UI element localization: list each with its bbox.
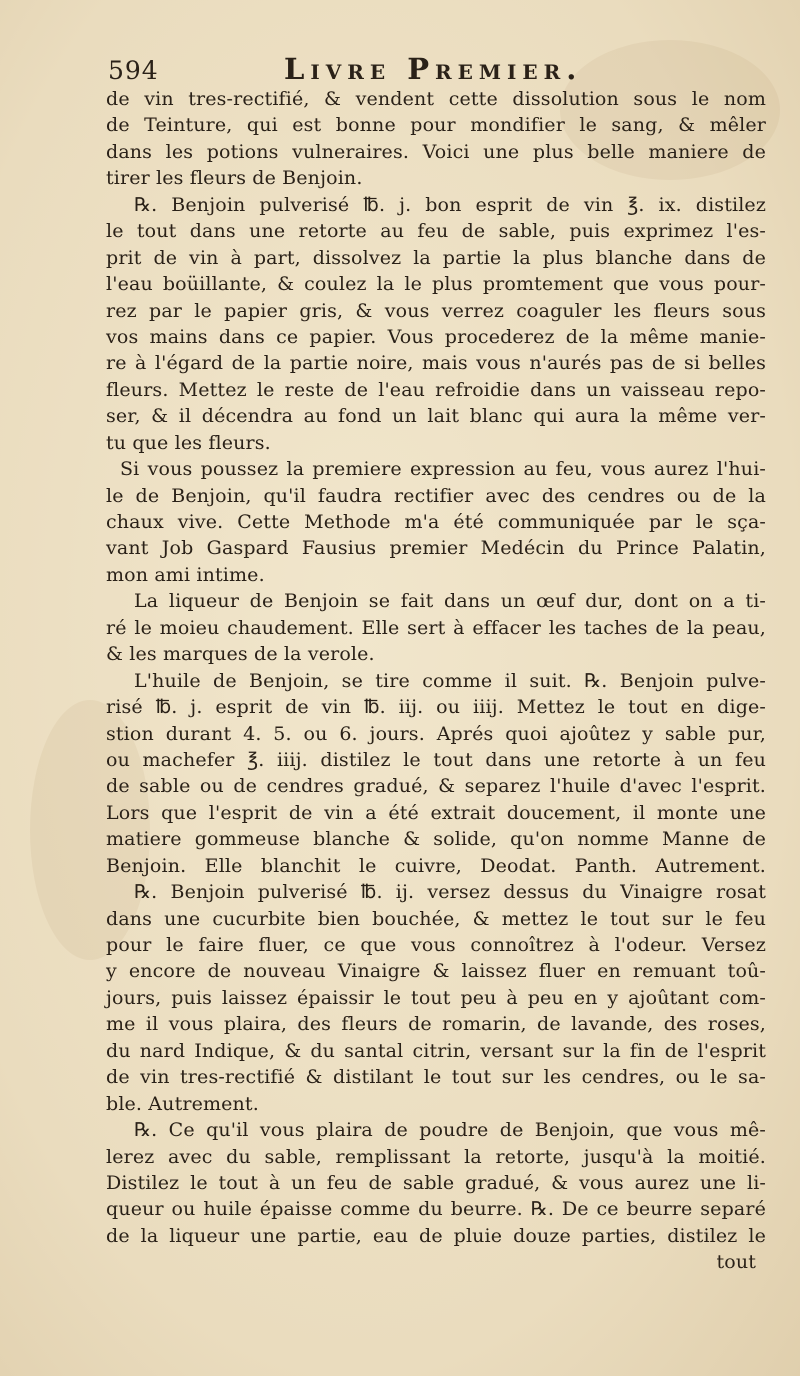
text-line: le tout dans une retorte au feu de sable, puis exprimez l'es- — [106, 220, 766, 243]
text-line: stion durant 4. 5. ou 6. jours. Aprés quoi ajoûtez y sable pur, — [106, 722, 766, 745]
text-line: risé ℔. j. esprit de vin ℔. iij. ou iiij. Mettez le tout en dige- — [106, 696, 766, 719]
text-line: lerez avec du sable, remplissant la retorte, jusqu'à la moitié. — [106, 1145, 766, 1168]
text-line: ou machefer ℥. iiij. distilez le tout dans une retorte à un feu — [106, 748, 766, 771]
text-line: mon ami intime. — [106, 563, 265, 586]
text-line: y encore de nouveau Vinaigre & laissez fluer en remuant toû- — [106, 960, 766, 983]
text-line: prit de vin à part, dissolvez la partie la plus blanche dans de — [106, 246, 766, 269]
text-line: Benjoin. Elle blanchit le cuivre, Deodat. Panth. Autrement. — [106, 854, 766, 877]
text-line: queur ou huile épaisse comme du beurre. ℞. De ce beurre separé — [106, 1198, 766, 1221]
text-line: pour le faire fluer, ce que vous connoîtrez à l'odeur. Versez — [106, 934, 766, 956]
running-title: Livre Premier. — [284, 52, 583, 86]
text-line: vos mains dans ce papier. Vous procederez de la même manie- — [106, 325, 766, 348]
text-line: rez par le papier gris, & vous verrez coaguler les fleurs sous — [106, 299, 766, 322]
text-line: ℞. Benjoin pulverisé ℔. ij. versez dessus du Vinaigre rosat — [134, 881, 766, 904]
text-line: dans une cucurbite bien bouchée, & mettez le tout sur le feu — [106, 907, 766, 930]
text-line: ℞. Benjoin pulverisé ℔. j. bon esprit de vin ℥. ix. distilez — [134, 193, 766, 216]
text-line: ble. Autrement. — [106, 1092, 259, 1115]
text-line: l'eau boüillante, & coulez la le plus promtement que vous pour- — [106, 273, 766, 296]
text-line: Si vous poussez la premiere expression au feu, vous aurez l'hui- — [120, 458, 766, 481]
text-line: de vin tres-rectifié, & vendent cette dissolution sous le nom — [106, 88, 766, 110]
text-line: jours, puis laissez épaissir le tout peu à peu en y ajoûtant com- — [106, 986, 766, 1009]
text-line: de la liqueur une partie, eau de pluie douze parties, distilez le — [106, 1224, 766, 1247]
text-line: & les marques de la verole. — [106, 643, 375, 666]
text-line: dans les potions vulneraires. Voici une plus belle maniere de — [106, 140, 766, 163]
text-line: fleurs. Mettez le reste de l'eau refroidie dans un vaisseau repo- — [106, 378, 766, 401]
text-line: chaux vive. Cette Methode m'a été communiquée par le sça- — [106, 511, 766, 533]
text-line: La liqueur de Benjoin se fait dans un œuf dur, dont on a ti- — [134, 590, 766, 613]
text-line: de Teinture, qui est bonne pour mondifier le sang, & mêler — [106, 114, 766, 137]
text-line: re à l'égard de la partie noire, mais vous n'aurés pas de si belles — [106, 352, 766, 375]
text-line: tu que les fleurs. — [106, 431, 271, 454]
text-line: ℞. Ce qu'il vous plaira de poudre de Benjoin, que vous mê- — [134, 1119, 766, 1142]
text-line: me il vous plaira, des fleurs de romarin, de lavande, des roses, — [106, 1013, 766, 1036]
catchword: tout — [716, 1251, 756, 1274]
text-line: le de Benjoin, qu'il faudra rectifier avec des cendres ou de la — [106, 484, 766, 507]
page-number: 594 — [108, 56, 159, 85]
text-line: ré le moieu chaudement. Elle sert à effacer les taches de la peau, — [106, 616, 766, 639]
text-line: vant Job Gaspard Fausius premier Medécin du Prince Palatin, — [106, 537, 766, 560]
text-line: Lors que l'esprit de vin a été extrait doucement, il monte une — [106, 801, 766, 824]
text-line: L'huile de Benjoin, se tire comme il suit. ℞. Benjoin pulve- — [134, 669, 766, 692]
text-line: de vin tres-rectifié & distilant le tout sur les cendres, ou le sa- — [106, 1066, 766, 1089]
text-line: ser, & il décendra au fond un lait blanc qui aura la même ver- — [106, 405, 766, 428]
text-line: Distilez le tout à un feu de sable gradué, & vous aurez une li- — [106, 1171, 766, 1194]
body-text — [106, 86, 766, 1276]
text-line: du nard Indique, & du santal citrin, versant sur la fin de l'esprit — [106, 1039, 766, 1062]
text-line: de sable ou de cendres gradué, & separez l'huile d'avec l'esprit. — [106, 775, 766, 798]
text-line: matiere gommeuse blanche & solide, qu'on nomme Manne de — [106, 828, 766, 851]
text-line: tirer les fleurs de Benjoin. — [106, 167, 363, 190]
